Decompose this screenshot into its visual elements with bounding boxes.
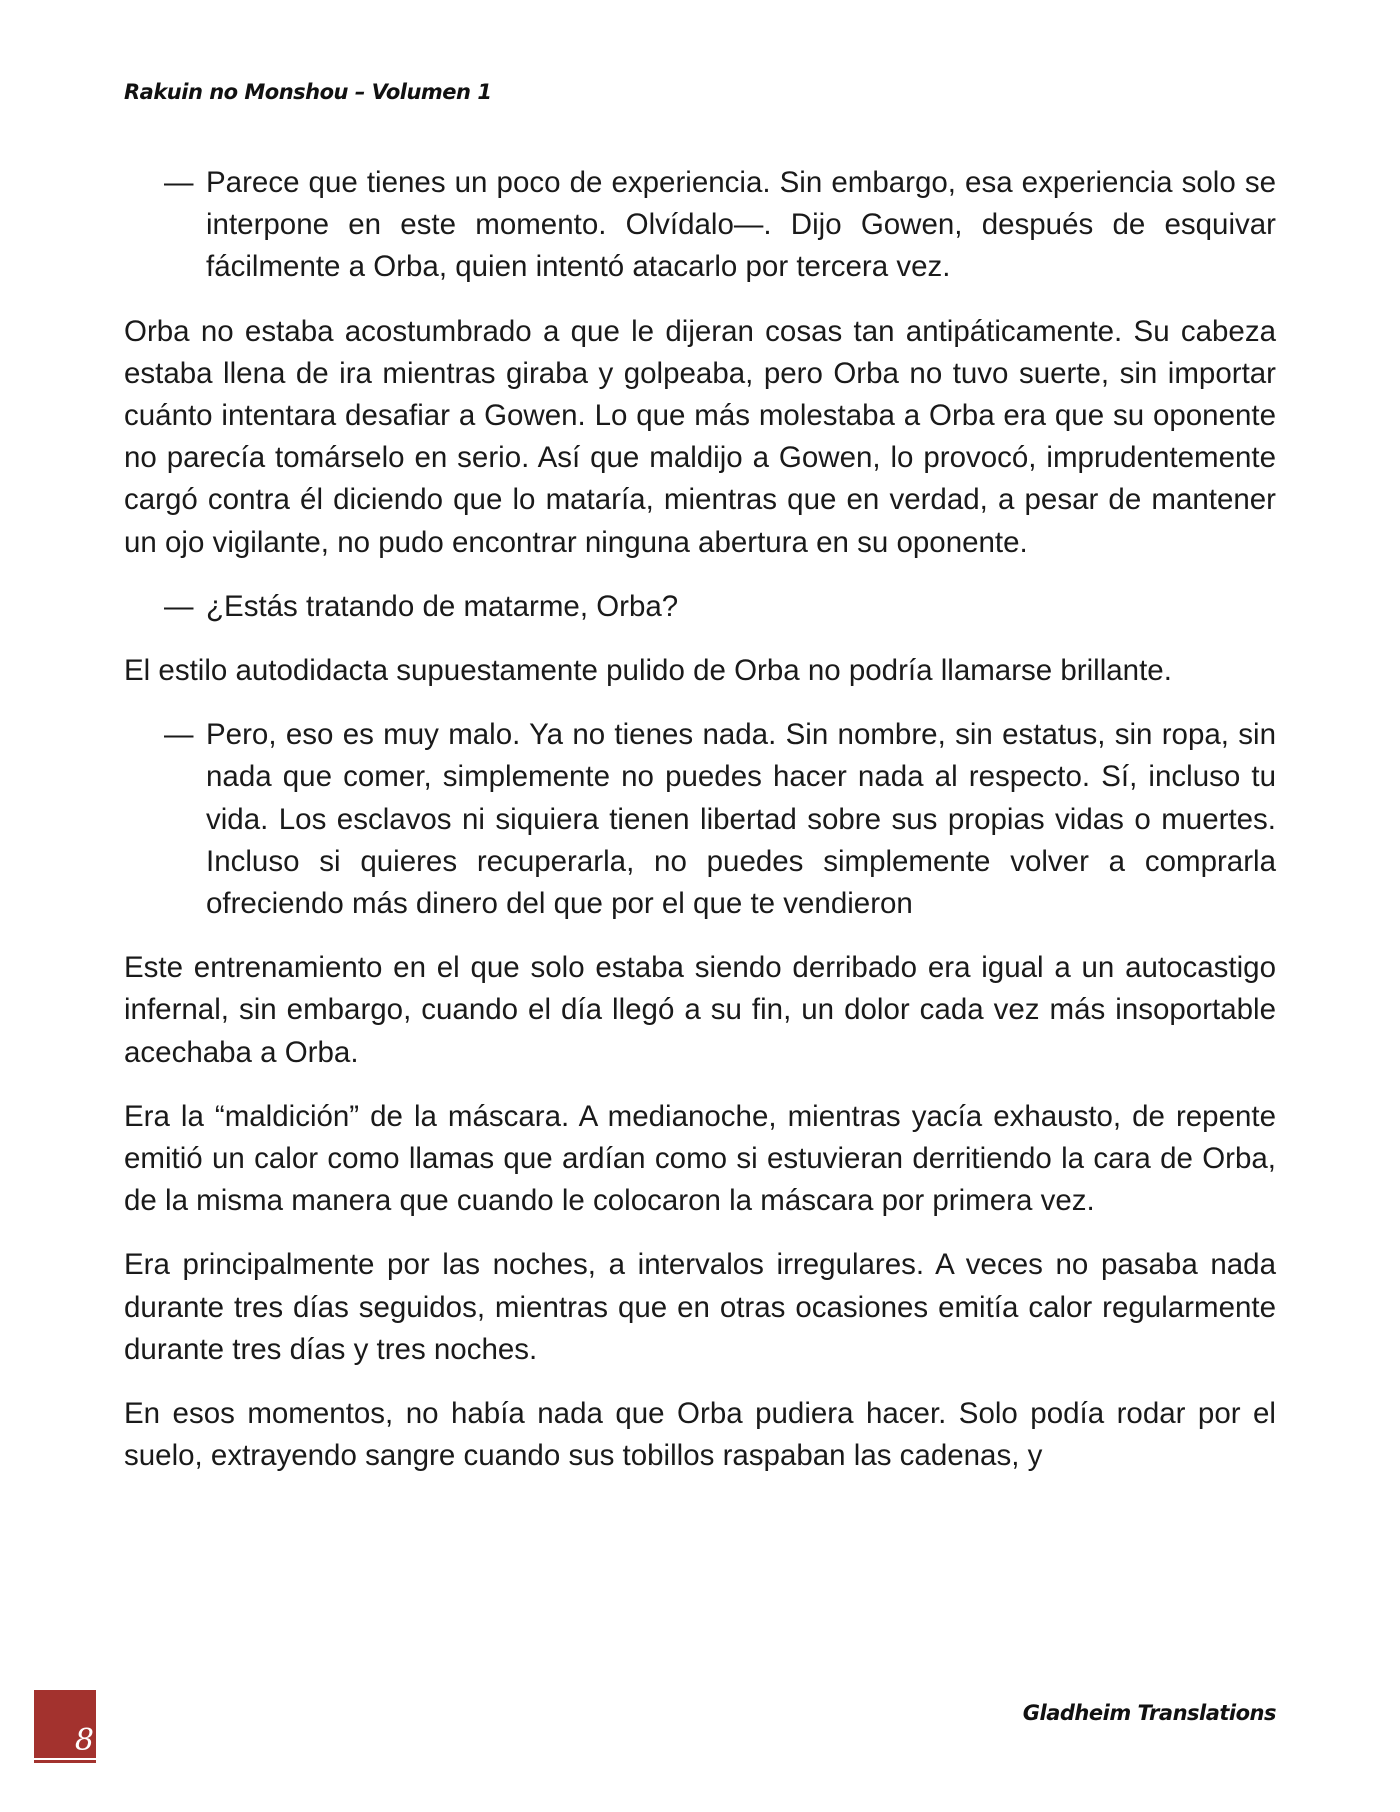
dialogue-text: ¿Estás tratando de matarme, Orba?	[206, 589, 679, 623]
page-number: 8	[74, 1723, 94, 1758]
paragraph: Era la “maldición” de la máscara. A medianoche, mientras yacía exhausto, de repente emitió un calor como llamas que ardían como si estuvieran derritiendo la cara de Orba, de la misma manera que cuando le colocaron la máscara por primera vez.	[124, 1099, 1276, 1218]
paragraph: El estilo autodidacta supuestamente pulido de Orba no podría llamarse brillante.	[124, 654, 1172, 688]
running-header: Rakuin no Monshou – Volumen 1	[124, 80, 492, 104]
dialogue-text: Parece que tienes un poco de experiencia. Sin embargo, esa experiencia solo se interpone en este momento. Olvídalo—. Dijo Gowen, después de esquivar fácilmente a Orba, quien intentó atacarlo por tercera vez.	[206, 166, 1276, 284]
paragraph: Era principalmente por las noches, a intervalos irregulares. A veces no pasaba nada durante tres días seguidos, mientras que en otras ocasiones emitía calor regularmente durante tres días y tres noches.	[124, 1248, 1276, 1366]
dialogue-line	[164, 162, 1276, 289]
dialogue-dash: —	[164, 166, 194, 199]
page-number-box	[34, 1690, 96, 1758]
paragraph: Orba no estaba acostumbrado a que le dijeran cosas tan antipáticamente. Su cabeza estaba llena de ira mientras giraba y golpeaba, pero Orba no tuvo suerte, sin importar cuánto intentara desafiar a Gowen. Lo que más molestaba a Orba era que su oponente no parecía tomárselo en serio. Así que maldijo a Gowen, lo provocó, imprudentemente cargó contra él diciendo que lo mataría, mientras que en verdad, a pesar de mantener un ojo vigilante, no pudo encontrar ninguna abertura en su oponente.	[124, 314, 1276, 559]
dialogue-line	[164, 586, 1276, 628]
paragraph: Este entrenamiento en el que solo estaba siendo derribado era igual a un autocastigo infernal, sin embargo, cuando el día llegó a su fin, un dolor cada vez más insoportable acechaba a Orba.	[124, 951, 1276, 1069]
page-body	[124, 162, 1276, 1499]
dialogue-dash: —	[164, 718, 194, 752]
dialogue-text: Pero, eso es muy malo. Ya no tienes nada. Sin nombre, sin estatus, sin ropa, sin nada que comer, simplemente no puedes hacer nada al respecto. Sí, incluso tu vida. Los esclavos ni siquiera tienen libertad sobre sus propias vidas o muertes. Incluso si quieres recuperarla, no puedes simplemente volver a comprarla ofreciendo más dinero del que por el que te vendieron	[206, 718, 1276, 921]
footer-credit: Gladheim Translations	[1022, 1701, 1276, 1725]
paragraph: En esos momentos, no había nada que Orba pudiera hacer. Solo podía rodar por el suelo, extrayendo sangre cuando sus tobillos raspaban las cadenas, y	[124, 1397, 1276, 1473]
page-number-underline	[34, 1760, 96, 1763]
dialogue-line	[164, 714, 1276, 925]
dialogue-dash: —	[164, 589, 194, 623]
